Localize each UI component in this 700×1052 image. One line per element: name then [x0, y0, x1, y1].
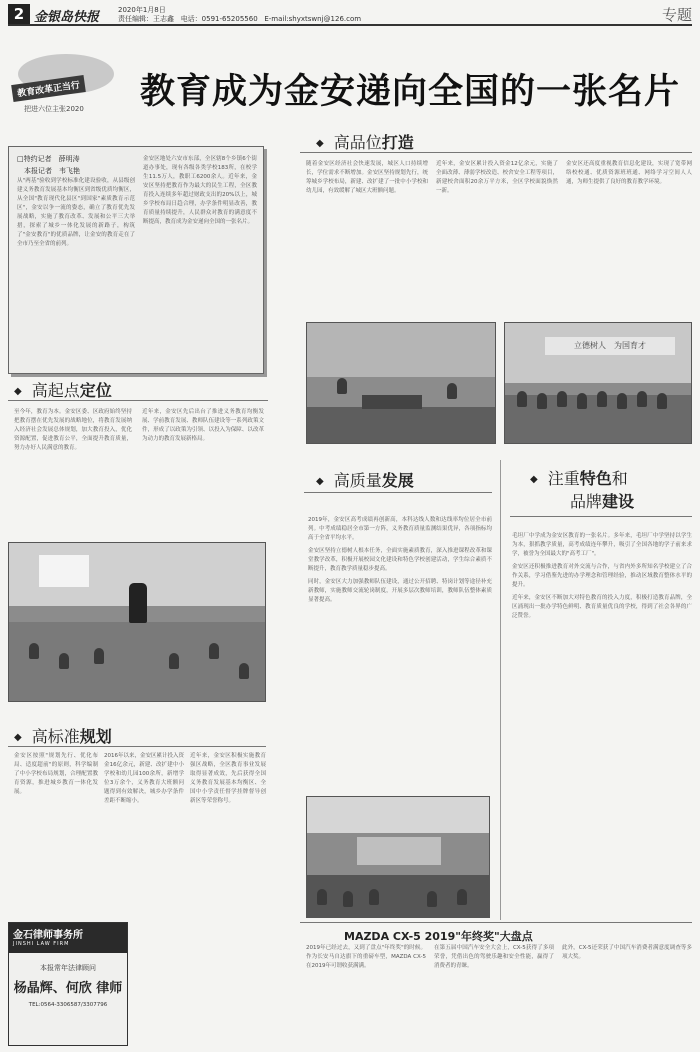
- photo-ceiling: [307, 797, 489, 833]
- audience-figure: [457, 889, 467, 905]
- section2-text-b: 近年来，金安区累计投入资金12亿余元，实施了全面改薄、薄弱学校改造、校舍安全工程等项目，新建校舍面积20余万平方米，全区学校面貌焕然一新。: [436, 161, 558, 194]
- player-figure: [447, 383, 457, 399]
- photo-wall: [307, 323, 495, 377]
- ceremony-photo: [504, 322, 692, 444]
- section-head-positioning: [14, 378, 112, 401]
- section4-para: 金安区还积极推进教育对外交流与合作，与省内外多所知名学校建立了合作关系，学习借鉴先进的办学理念和管理经验，推动区域教育整体水平的提升。: [512, 564, 692, 588]
- student-figure: [169, 653, 179, 669]
- student-figure: [597, 391, 607, 407]
- head-bold: 定位: [79, 381, 112, 400]
- section3-para: 2019年，金安区高考成绩再创新高，本科达线人数和达线率均位居全市前列。中考成绩稳居全市第一方阵，义务教育质量监测结果优异，各项指标均高于全省平均水平。: [308, 517, 492, 541]
- audience-figure: [317, 889, 327, 905]
- student-figure: [577, 393, 587, 409]
- head-plain: 高标准: [31, 727, 80, 746]
- section-head-planning: [14, 724, 112, 747]
- section4-para: 毛坦厂中学成为金安区教育的一张名片。多年来，毛坦厂中学坚持以学生为本，狠抓教学质量，高考成绩连年攀升，吸引了全国各地的学子前来求学，被誉为全国最大的"高考工厂"。: [512, 533, 692, 557]
- divider: [8, 746, 266, 747]
- intro-box: [8, 146, 264, 374]
- section2-text-a: 随着金安区经济社会快速发展，城区人口持续增长，学位需求不断增加。金安区坚持规划先行，统筹城乡学校布局，新建、改扩建了一批中小学校和幼儿园，有效缓解了城区大班额问题。: [306, 161, 428, 194]
- head-bold: 发展: [381, 471, 414, 490]
- byline-line: 本报记者 韦飞艳: [17, 167, 80, 175]
- intro-text-b: 金安区地处六安市东部，全区辖8个乡镇6个街道办事处，现有各级各类学校183所，在校学生11.5万人，教职工6200余人。近年来，金安区坚持把教育作为最大的民生工程，全区教育投入连续多年超过财政支出的20%以上，城乡学校布局日趋合理，办学条件明显改善，教育质量持续提升，人民群众对教育的满意度不断提高，教育成为金安递向全国的一张名片。: [143, 156, 257, 225]
- header-contact: [118, 14, 438, 24]
- section4-text: [512, 532, 692, 918]
- diamond-icon: ◆: [14, 732, 22, 743]
- stage-screen: [357, 837, 441, 865]
- email: E-mail:shyxtswnj@126.com: [264, 15, 362, 23]
- firm-name: 金石律师事务所: [13, 930, 83, 941]
- photo-floor: [307, 407, 495, 443]
- mazda-text-b: 在第五届中国汽车安全大会上，CX-5获得了多项荣誉，凭借出色的驾驶乐趣和安全性能，赢得了消费者的青睐。: [434, 945, 554, 969]
- diamond-icon: ◆: [530, 474, 538, 485]
- diamond-icon: ◆: [14, 386, 22, 397]
- classroom-photo: [8, 542, 266, 702]
- section-tag: 专题: [661, 6, 692, 24]
- series-subtitle: 把进六位主张2020: [24, 105, 84, 113]
- law-firm-ad: [8, 922, 128, 1046]
- ad-phone: TEL:0564-3306587/3307796: [28, 1002, 108, 1008]
- head-plain: 高品位: [333, 133, 382, 152]
- student-figure: [239, 663, 249, 679]
- teacher-figure: [129, 583, 147, 623]
- section5-text-a: 金安区按照"规划先行、优化布局、适度超前"的原则，科学编制了中小学校布局规划，合理配置教育资源，推进城乡教育一体化发展。: [14, 753, 98, 795]
- masthead: [8, 4, 692, 26]
- series-title: 教育改革正当行: [11, 75, 86, 102]
- student-figure: [59, 653, 69, 669]
- diamond-icon: ◆: [316, 476, 324, 487]
- headline: 教育成为金安递向全国的一张名片: [140, 71, 681, 112]
- divider: [8, 400, 268, 401]
- edition-date: 2020年1月8日: [118, 6, 166, 14]
- series-badge: [10, 54, 138, 116]
- student-figure: [517, 391, 527, 407]
- column-divider: [500, 460, 501, 920]
- table-tennis-photo: [306, 322, 496, 444]
- student-figure: [94, 648, 104, 664]
- head-plain: 高起点: [31, 381, 80, 400]
- ping-pong-table: [362, 395, 422, 409]
- ad-tagline: 本报常年法律顾问: [40, 964, 96, 972]
- section1-text-a: 至今年，教育为本。金安区委、区政府始终坚持把教育摆在优先发展的战略地位，将教育发展纳入经济社会发展总体规划，加大教育投入，优化资源配置，促进教育公平，全面提升教育质量，努力办好人民满意的教育。: [14, 409, 132, 451]
- student-figure: [209, 643, 219, 659]
- divider: [304, 492, 492, 493]
- audience-figure: [369, 889, 379, 905]
- audience-figure: [427, 891, 437, 907]
- section3-text: [308, 516, 492, 772]
- firm-name-en: JINSHI LAW FIRM: [13, 941, 70, 947]
- ceremony-banner: 立德树人 为国育才: [545, 337, 675, 355]
- meeting-photo: [306, 796, 490, 918]
- editor: 责任编辑：王志鑫: [118, 15, 174, 23]
- ad-banner: [9, 923, 127, 953]
- head-plain: 高质量: [333, 471, 382, 490]
- student-figure: [657, 393, 667, 409]
- ad-lawyers: 杨晶辉、何欣 律师: [13, 981, 123, 996]
- mazda-text-a: 2019年已经过去，又到了盘点"年终奖"的时候。作为长安马自达旗下的重磅车型，MAZDA CX-5在2019年可谓收获满满。: [306, 945, 426, 969]
- section-head-development: [316, 468, 414, 491]
- head-plain: 和: [611, 469, 628, 488]
- diamond-icon: ◆: [316, 138, 324, 149]
- section1-text-b: 近年来，金安区先后出台了推进义务教育均衡发展、学前教育发展、教师队伍建设等一系列政策文件，形成了以政策为引领、以投入为保障、以改革为动力的教育发展新格局。: [142, 409, 264, 442]
- mazda-text-c: 此外，CX-5还荣获了中国汽车消费者满意度调查等多项大奖。: [562, 945, 692, 960]
- head-plain: 品牌: [570, 492, 603, 511]
- intro-text-a: 从"两基"验收到学校标准化建设验收，从县级创建义务教育发展基本均衡区到省级优质均衡区，从全国"教育现代化县区"到国家"素质教育示范区"，金安以争一流的姿态，确立了教育优先发展战略，实施了教育改革、发展和公平三大举措，探索了城乡一体化发展的新路子，构筑了"金安教育"的优质品牌，让金安的教育走在了全市乃至全省的前列。: [17, 178, 135, 247]
- section-head-quality: [316, 130, 414, 153]
- student-figure: [29, 643, 39, 659]
- divider: [300, 152, 692, 153]
- byline-line: □特约记者 薛明涛: [17, 155, 80, 163]
- head-bold: 打造: [381, 133, 414, 152]
- head-plain: 注重: [547, 469, 580, 488]
- section-head-branding: [530, 468, 634, 513]
- student-figure: [537, 393, 547, 409]
- head-bold: 规划: [79, 727, 112, 746]
- mazda-title: MAZDA CX-5 2019"年终奖"大盘点: [344, 930, 533, 943]
- phone: 电话：0591-65205560: [180, 15, 258, 23]
- photo-floor: [9, 622, 265, 701]
- student-figure: [637, 391, 647, 407]
- paper-name: 金银岛快报: [34, 10, 100, 25]
- head-bold: 建设: [602, 492, 635, 511]
- section2-text-c: 金安区还高度重视教育信息化建设，实现了宽带网络校校通、优质资源班班通、网络学习空间人人通，为师生提供了良好的教育教学环境。: [566, 161, 692, 185]
- classroom-screen: [39, 555, 89, 587]
- student-figure: [557, 391, 567, 407]
- audience-figure: [343, 891, 353, 907]
- divider: [510, 516, 692, 517]
- section3-para: 金安区坚持立德树人根本任务，全面实施素质教育，深入推进课程改革和课堂教学改革，积极开展校园文化建设和特色学校创建活动，学生综合素质不断提升，教育教学质量稳步提高。: [308, 548, 492, 572]
- section3-para: 同时，金安区大力加强教师队伍建设，通过公开招聘、特岗计划等途径补充新教师，实施教师交流轮岗制度，开展多层次教师培训，教师队伍整体素质显著提高。: [308, 579, 492, 603]
- player-figure: [337, 378, 347, 394]
- section5-text-b: 2016年以来，金安区累计投入资金16亿余元，新建、改扩建中小学校和幼儿园100余所，新增学位3万余个，义务教育大班额问题得到有效解决，城乡办学条件差距不断缩小。: [104, 753, 184, 804]
- section4-para: 近年来，金安区不断加大对特色教育的投入力度，积极打造教育品牌，全区涌现出一批办学特色鲜明、教育质量优良的学校，得到了社会各界的广泛赞誉。: [512, 595, 692, 619]
- student-figure: [617, 393, 627, 409]
- divider: [300, 922, 692, 923]
- head-bold: 特色: [579, 469, 612, 488]
- page-number: 2: [8, 4, 30, 24]
- section5-text-c: 近年来，金安区积极实施教育强区战略，全区教育事业发展取得显著成效，先后获得全国义务教育发展基本均衡区、全国中小学责任督学挂牌督导创新区等荣誉称号。: [190, 753, 266, 804]
